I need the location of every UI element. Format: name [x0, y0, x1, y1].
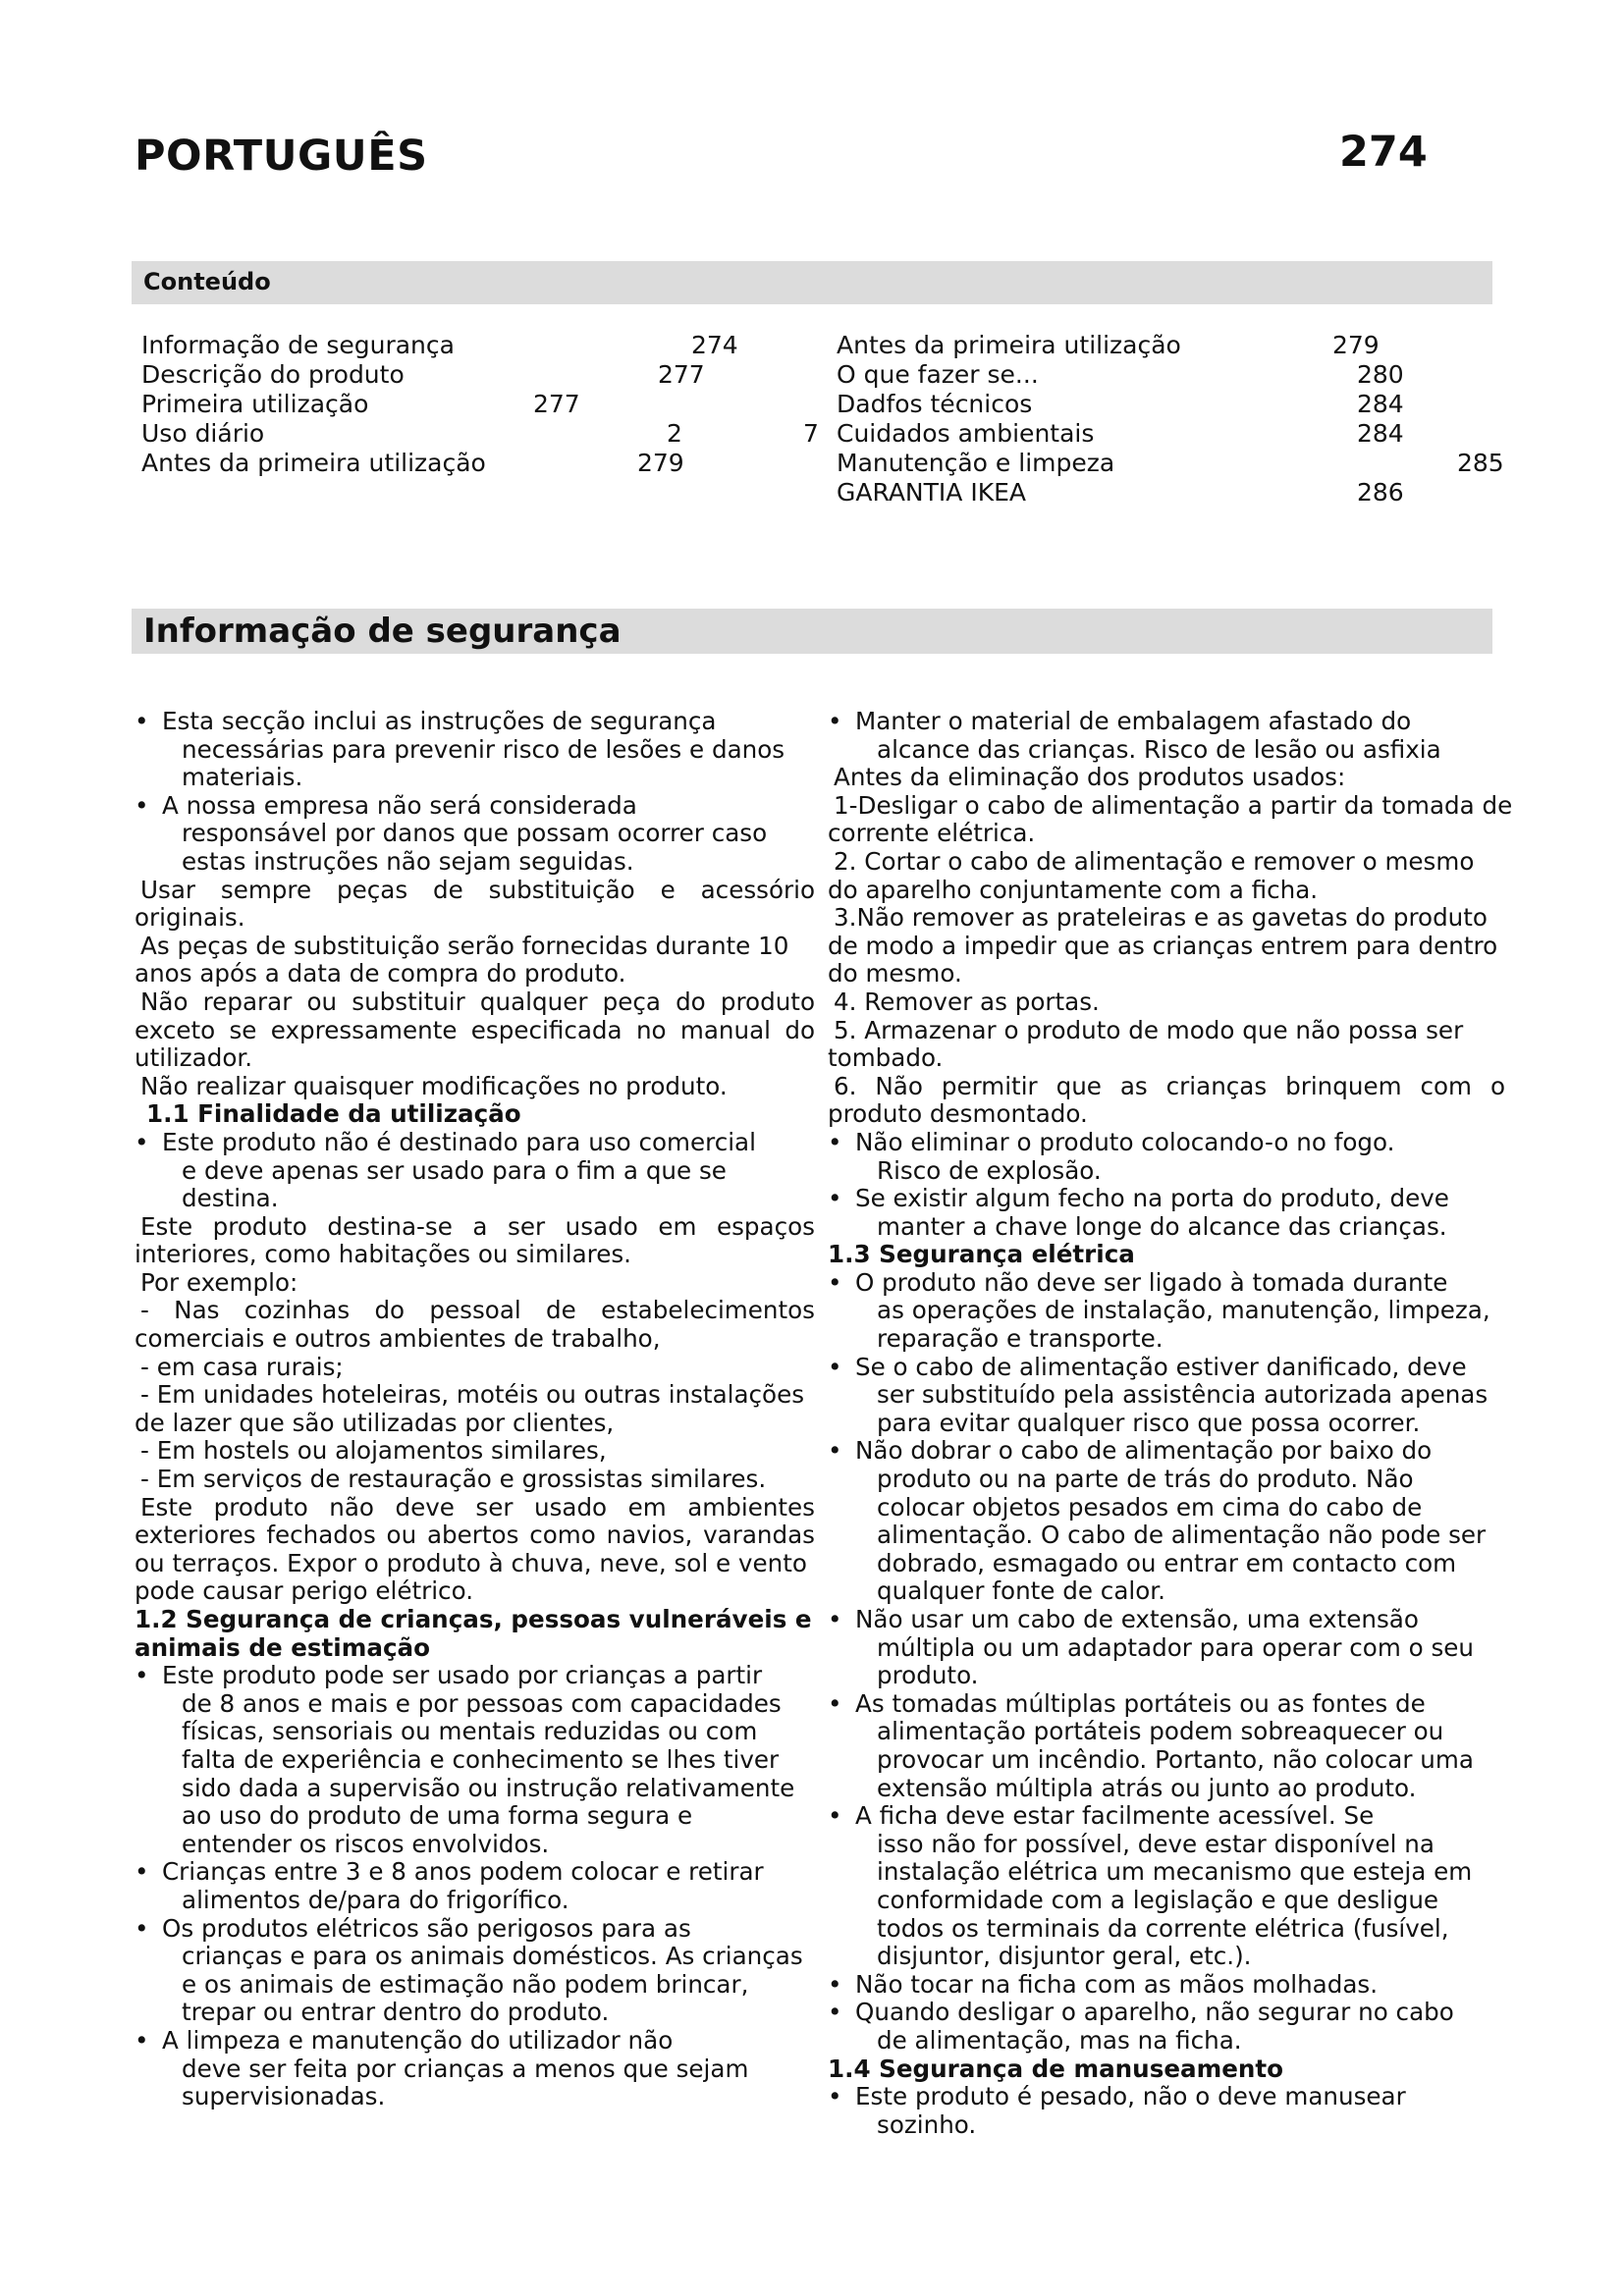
text-line: disjuntor, disjuntor geral, etc.). — [877, 1942, 1252, 1971]
toc-entry-page: 284 — [1357, 419, 1404, 448]
subsection-heading: 1.3 Segurança elétrica — [828, 1240, 1135, 1269]
text-line: 3.Não remover as prateleiras e as gavetas do produto — [834, 903, 1488, 933]
text-line: utilizador. — [135, 1043, 253, 1073]
toc-entry-label: O que fazer se... — [837, 360, 1039, 389]
text-line: exteriores fechados ou abertos como navios, varandas — [135, 1521, 815, 1550]
subsection-heading: 1.2 Segurança de crianças, pessoas vulneráveis e — [135, 1605, 812, 1633]
text-line: 6. Não permitir que as crianças brinquem com o — [834, 1071, 1505, 1100]
text-line: dobrado, esmagado ou entrar em contacto com — [877, 1548, 1457, 1577]
text-line: necessárias para prevenir risco de lesões e danos — [182, 734, 785, 764]
toc-entry-label: Primeira utilização — [141, 390, 369, 418]
bullet-line: • Este produto é pesado, não o deve manusear — [828, 2083, 1505, 2111]
toc-entry-label: Dadfos técnicos — [837, 390, 1033, 418]
text-line: do aparelho conjuntamente com a ficha. — [828, 875, 1319, 904]
text-line: físicas, sensoriais ou mentais reduzidas ou com — [182, 1717, 758, 1746]
text-line: qualquer fonte de calor. — [877, 1576, 1165, 1606]
text-line: de lazer que são utilizadas por clientes, — [135, 1408, 615, 1437]
text-line: alimentação portáteis podem sobreaquecer ou — [877, 1717, 1444, 1746]
toc-entry-label: Manutenção e limpeza — [837, 449, 1115, 477]
text-line: anos após a data de compra do produto. — [135, 959, 626, 988]
text-line: ou terraços. Expor o produto à chuva, neve, sol e vento — [135, 1548, 807, 1577]
text-line: 2. Cortar o cabo de alimentação e remover o mesmo — [834, 846, 1475, 876]
right-text-column — [828, 707, 1513, 2139]
text-line: - Em serviços de restauração e grossistas similares. — [140, 1465, 767, 1494]
bullet-line: • O produto não deve ser ligado à tomada durante — [828, 1269, 1505, 1298]
toc-heading-bar — [132, 261, 1492, 304]
text-line: produto ou na parte de trás do produto. Não — [877, 1465, 1414, 1494]
bullet-line: • Crianças entre 3 e 8 anos podem colocar e retirar — [135, 1858, 815, 1887]
bullet-line: • Este produto não é destinado para uso comercial — [135, 1129, 815, 1157]
text-line: sozinho. — [877, 2109, 977, 2139]
text-line: Não reparar ou substituir qualquer peça do produto — [140, 987, 815, 1016]
bullet-line: • Se o cabo de alimentação estiver danificado, deve — [828, 1354, 1505, 1382]
bullet-line: • Não usar um cabo de extensão, uma extensão — [828, 1606, 1505, 1634]
text-line: - em casa rurais; — [140, 1352, 344, 1381]
text-line: Por exemplo: — [140, 1267, 298, 1297]
text-line: comerciais e outros ambientes de trabalho, — [135, 1324, 661, 1354]
text-line: tombado. — [828, 1043, 944, 1073]
text-line: isso não for possível, deve estar disponível na — [877, 1829, 1435, 1858]
bullet-line: • A ficha deve estar facilmente acessível. Se — [828, 1802, 1505, 1831]
text-line: Este produto destina-se a ser usado em espaços — [140, 1211, 815, 1241]
text-line: - Nas cozinhas do pessoal de estabelecimentos — [140, 1296, 815, 1325]
text-line: ao uso do produto de uma forma segura e — [182, 1801, 693, 1831]
text-line: originais. — [135, 903, 245, 933]
bullet-line: • Não eliminar o produto colocando-o no fogo. — [828, 1129, 1505, 1157]
text-line: crianças e para os animais domésticos. As crianças — [182, 1942, 803, 1971]
toc-entry-page: 277 — [658, 360, 705, 389]
toc-entry-page: 285 — [1457, 449, 1504, 477]
text-line: múltipla ou um adaptador para operar com o seu — [877, 1632, 1474, 1662]
text-line: ser substituído pela assistência autorizada apenas — [877, 1380, 1489, 1410]
text-line: Antes da eliminação dos produtos usados: — [834, 763, 1346, 792]
toc-entry-page: 279 — [637, 449, 684, 477]
page-title: PORTUGUÊS — [135, 132, 428, 181]
text-line: 4. Remover as portas. — [834, 987, 1100, 1016]
toc-heading: Conteúdo — [143, 268, 271, 295]
text-line: supervisionadas. — [182, 2082, 386, 2111]
text-line: alcance das crianças. Risco de lesão ou asfixia — [877, 734, 1441, 764]
text-line: para evitar qualquer risco que possa ocorrer. — [877, 1408, 1421, 1437]
bullet-line: • Não dobrar o cabo de alimentação por baixo do — [828, 1437, 1505, 1466]
text-line: produto desmontado. — [828, 1099, 1088, 1129]
text-line: trepar ou entrar dentro do produto. — [182, 1998, 610, 2027]
text-line: instalação elétrica um mecanismo que esteja em — [877, 1857, 1473, 1887]
text-line: e os animais de estimação não podem brincar, — [182, 1969, 749, 1999]
text-line: pode causar perigo elétrico. — [135, 1576, 474, 1606]
text-line: alimentos de/para do frigorífico. — [182, 1885, 569, 1914]
toc-entry-label: Descrição do produto — [141, 360, 405, 389]
text-line: - Em hostels ou alojamentos similares, — [140, 1436, 607, 1466]
toc-entry-label: GARANTIA IKEA — [837, 478, 1026, 507]
text-line: provocar um incêndio. Portanto, não colocar uma — [877, 1744, 1474, 1774]
bullet-line: • Manter o material de embalagem afastado do — [828, 708, 1505, 736]
bullet-line: • Os produtos elétricos são perigosos para as — [135, 1915, 815, 1944]
text-line: de 8 anos e mais e por pessoas com capacidades — [182, 1688, 782, 1718]
bullet-line: • Se existir algum fecho na porta do produto, deve — [828, 1185, 1505, 1213]
text-line: Risco de explosão. — [877, 1155, 1102, 1185]
toc-stray-digit: 7 — [803, 419, 819, 448]
toc-entry-label: Uso diário — [141, 419, 265, 448]
toc-entry-label: Antes da primeira utilização — [837, 331, 1181, 359]
text-line: extensão múltipla atrás ou junto ao produto. — [877, 1773, 1417, 1802]
text-line: produto. — [877, 1661, 979, 1690]
section-heading-bar — [132, 609, 1492, 654]
text-line: todos os terminais da corrente elétrica (fusível, — [877, 1913, 1449, 1943]
bullet-line: • Não tocar na ficha com as mãos molhadas. — [828, 1971, 1505, 2000]
toc-entry-page: 274 — [691, 331, 738, 359]
text-line: reparação e transporte. — [877, 1324, 1164, 1354]
toc-entry-label: Informação de segurança — [141, 331, 455, 359]
toc-entry-page: 279 — [1332, 331, 1380, 359]
toc-entry-page: 2 — [667, 419, 682, 448]
text-line: conformidade com a legislação e que desligue — [877, 1885, 1439, 1914]
toc-entry-label: Antes da primeira utilização — [141, 449, 486, 477]
text-line: exceto se expressamente especificada no manual do — [135, 1015, 815, 1044]
text-line: Usar sempre peças de substituição e acessório — [140, 875, 815, 904]
text-line: e deve apenas ser usado para o fim a que se — [182, 1155, 727, 1185]
text-line: Este produto não deve ser usado em ambientes — [140, 1492, 815, 1522]
bullet-line: • Este produto pode ser usado por crianças a partir — [135, 1662, 815, 1690]
page-number: 274 — [1339, 128, 1428, 177]
text-line: estas instruções não sejam seguidas. — [182, 846, 634, 876]
text-line: 1-Desligar o cabo de alimentação a partir da tomada de — [834, 790, 1513, 820]
text-line: de alimentação, mas na ficha. — [877, 2025, 1242, 2055]
bullet-line: • A nossa empresa não será considerada — [135, 792, 815, 821]
text-line: colocar objetos pesados em cima do cabo de — [877, 1492, 1423, 1522]
bullet-line: • A limpeza e manutenção do utilizador não — [135, 2027, 815, 2056]
text-line: Não realizar quaisquer modificações no produto. — [140, 1071, 728, 1100]
subsection-heading: 1.1 Finalidade da utilização — [146, 1099, 521, 1129]
bullet-line: • Esta secção inclui as instruções de segurança — [135, 708, 815, 736]
text-line: as operações de instalação, manutenção, limpeza, — [877, 1296, 1490, 1325]
text-line: corrente elétrica. — [828, 819, 1036, 848]
toc-entry-page: 284 — [1357, 390, 1404, 418]
text-line: de modo a impedir que as crianças entrem para dentro — [828, 931, 1498, 960]
toc-entry-page: 277 — [533, 390, 580, 418]
section-heading: Informação de segurança — [143, 612, 622, 651]
text-line: do mesmo. — [828, 959, 962, 988]
text-line: sido dada a supervisão ou instrução relativamente — [182, 1773, 795, 1802]
toc-entry-page: 280 — [1357, 360, 1404, 389]
text-line: responsável por danos que possam ocorrer caso — [182, 819, 768, 848]
text-line: manter a chave longe do alcance das crianças. — [877, 1211, 1447, 1241]
text-line: entender os riscos envolvidos. — [182, 1829, 550, 1858]
toc-entry-page: 286 — [1357, 478, 1404, 507]
text-line: deve ser feita por crianças a menos que sejam — [182, 2054, 749, 2083]
toc-entry-label: Cuidados ambientais — [837, 419, 1095, 448]
subsection-heading: 1.4 Segurança de manuseamento — [828, 2054, 1284, 2083]
text-line: As peças de substituição serão fornecidas durante 10 — [140, 931, 789, 960]
subsection-heading: animais de estimação — [135, 1632, 431, 1662]
bullet-line: • Quando desligar o aparelho, não segurar no cabo — [828, 1999, 1505, 2027]
text-line: interiores, como habitações ou similares. — [135, 1240, 631, 1269]
text-line: destina. — [182, 1184, 279, 1213]
left-text-column — [135, 708, 815, 2111]
text-line: 5. Armazenar o produto de modo que não possa ser — [834, 1015, 1464, 1044]
text-line: falta de experiência e conhecimento se lhes tiver — [182, 1744, 780, 1774]
text-line: - Em unidades hoteleiras, motéis ou outras instalações — [140, 1380, 805, 1410]
text-line: materiais. — [182, 763, 303, 792]
bullet-line: • As tomadas múltiplas portáteis ou as fontes de — [828, 1690, 1505, 1719]
text-line: alimentação. O cabo de alimentação não pode ser — [877, 1521, 1487, 1550]
